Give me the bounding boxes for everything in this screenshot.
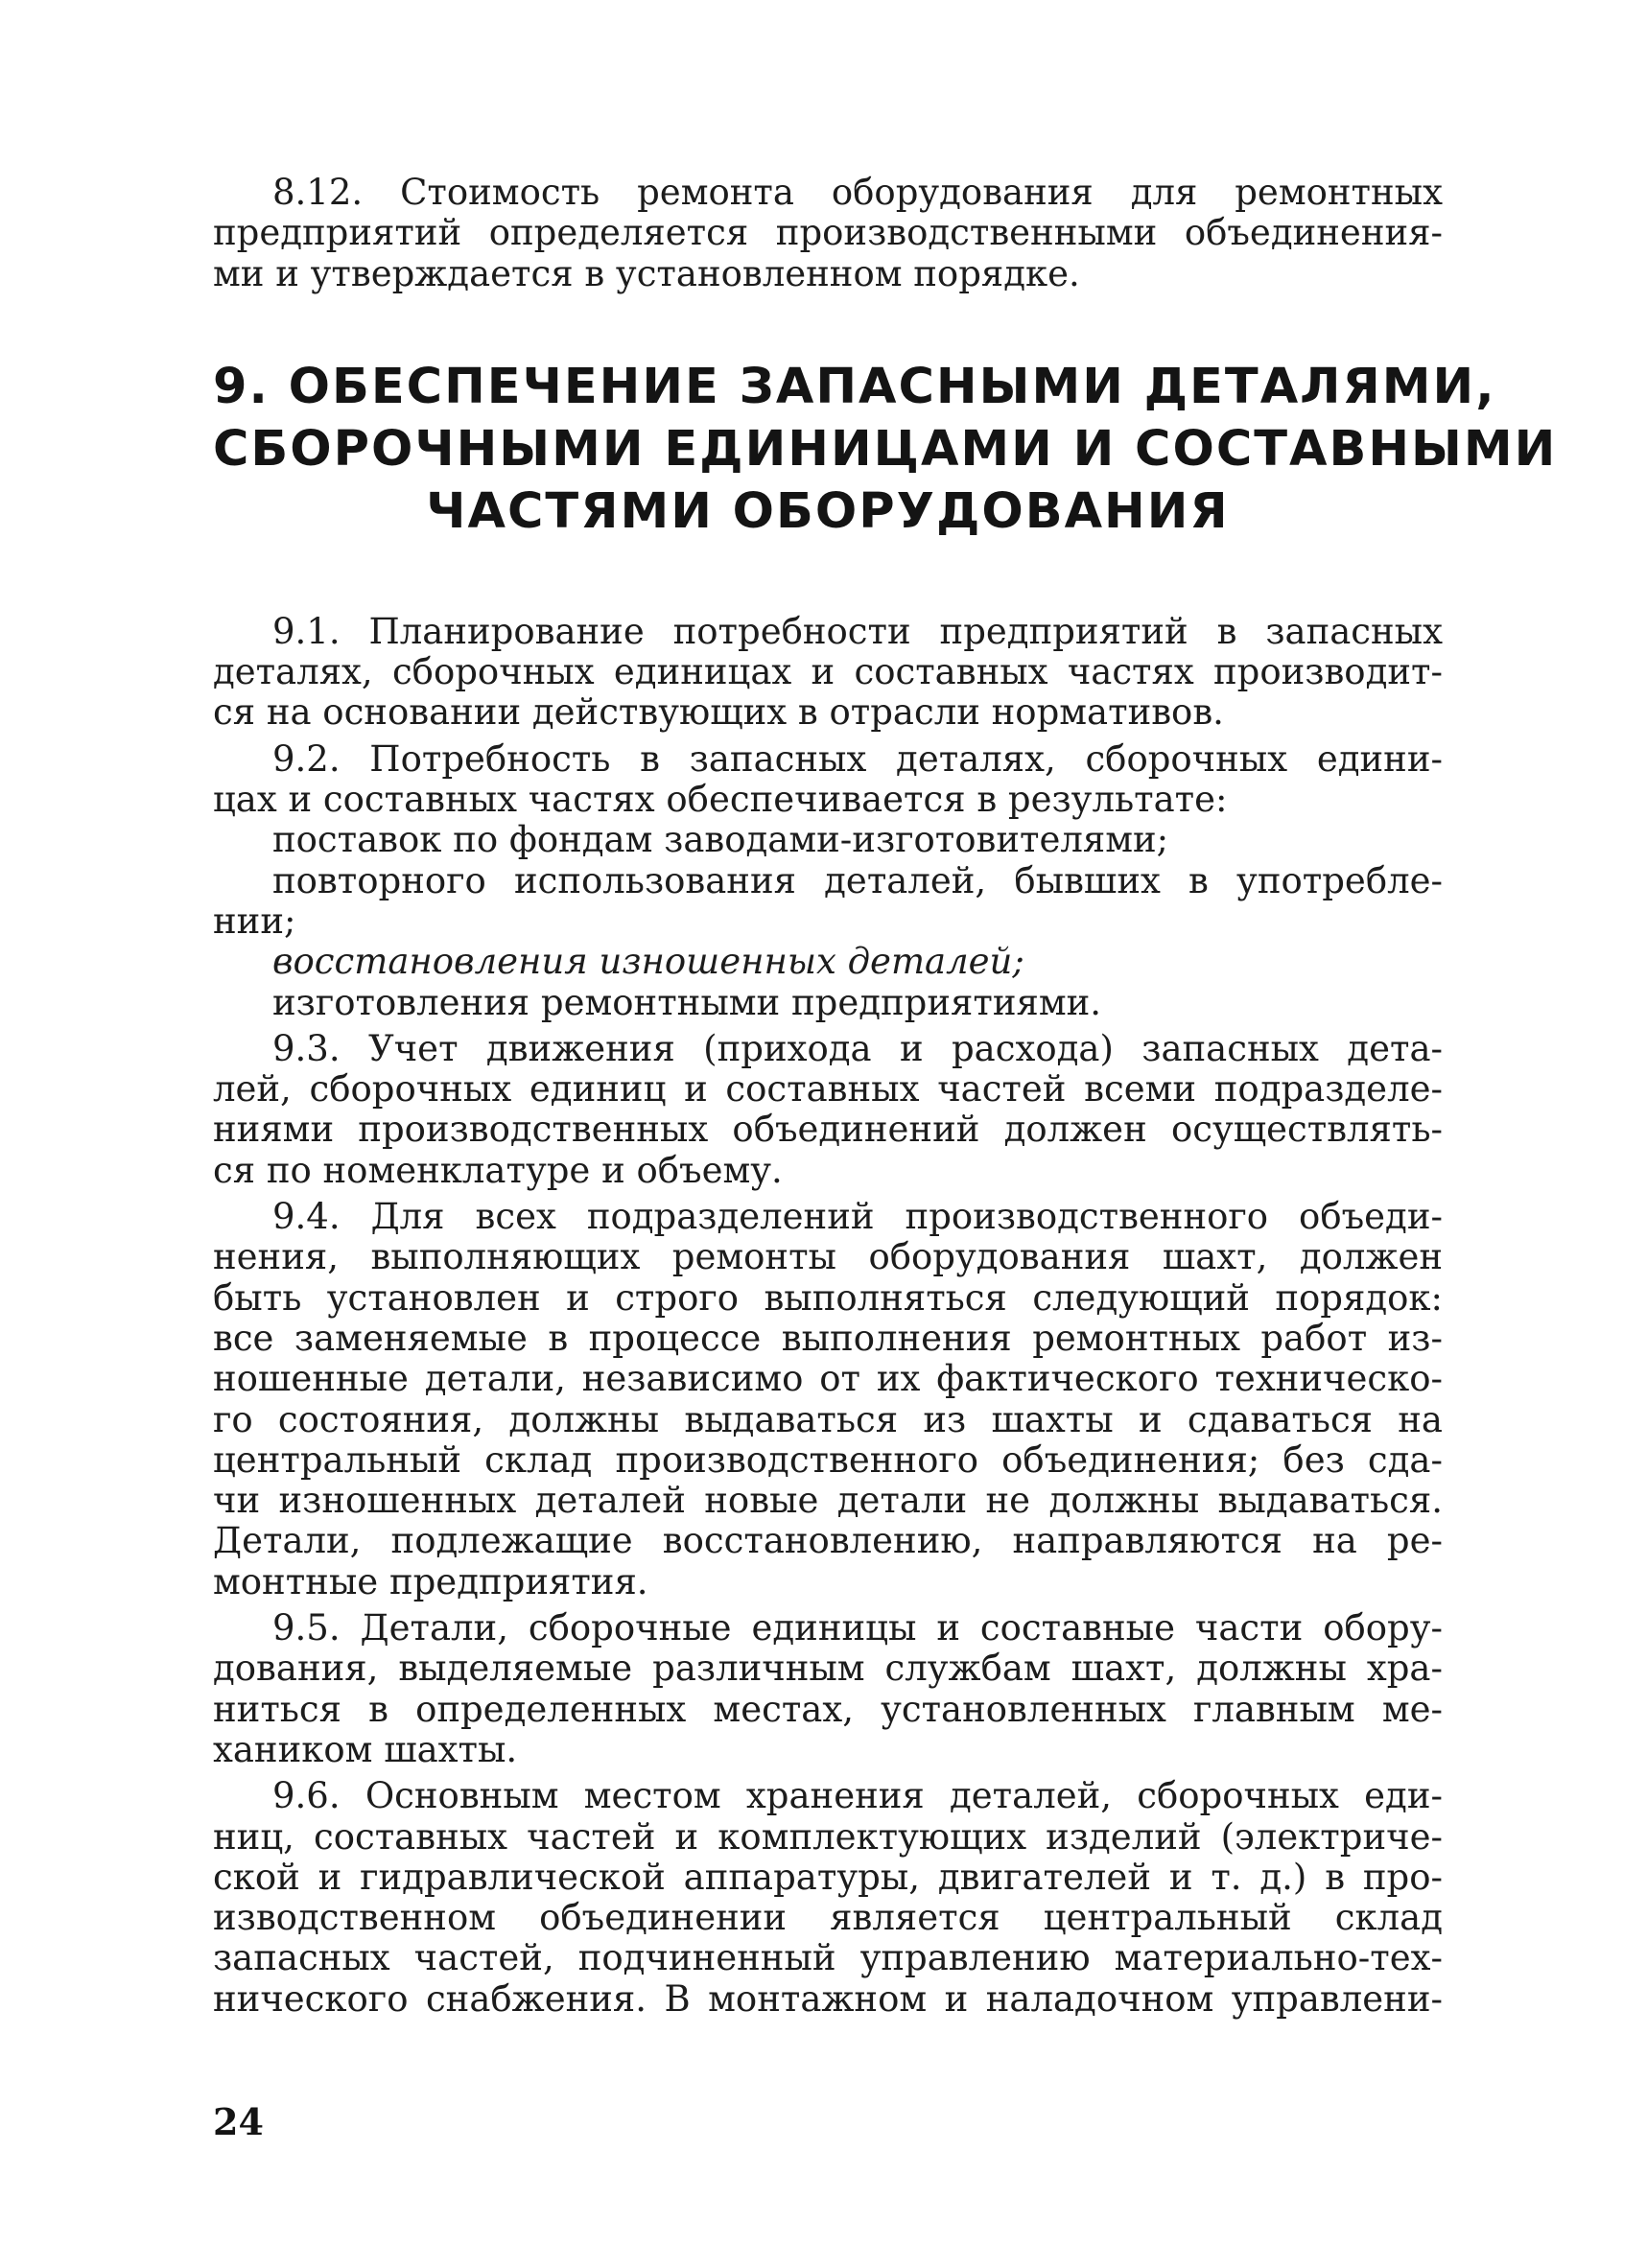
paragraph-9-2 xyxy=(213,739,1443,1023)
text-line: 9.4. Для всех подразделений производственного объеди- xyxy=(272,1196,1443,1238)
text-line: ся на основании действующих в отрасли нормативов. xyxy=(213,691,1224,734)
text-line: монтные предприятия. xyxy=(213,1560,648,1602)
heading-line: СБОРОЧНЫМИ ЕДИНИЦАМИ И СОСТАВНЫМИ xyxy=(213,420,1558,478)
text-line: цах и составных частях обеспечивается в результате: xyxy=(213,779,1228,821)
text-line: центральный склад производственного объединения; без сда- xyxy=(213,1438,1443,1481)
text-line: хаником шахты. xyxy=(213,1728,518,1770)
text-line: 9.2. Потребность в запасных деталях, сборочных едини- xyxy=(272,737,1443,780)
text-line: го состояния, должны выдаваться из шахты и сдаваться на xyxy=(213,1398,1443,1440)
text-line: ниться в определенных местах, установленных главным ме- xyxy=(213,1688,1443,1730)
list-item: восстановления изношенных деталей; xyxy=(272,941,1024,983)
text-line: 9.1. Планирование потребности предприятий в запасных xyxy=(272,610,1443,652)
text-line: нения, выполняющих ремонты оборудования шахт, должен xyxy=(213,1236,1443,1278)
text-line: предприятий определяется производственными объединения- xyxy=(213,212,1443,254)
text-line: быть установлен и строго выполняться следующий порядок: xyxy=(213,1276,1443,1319)
text-line: 9.3. Учет движения (прихода и расхода) запасных дета- xyxy=(272,1027,1443,1069)
section-heading xyxy=(213,356,1558,543)
text-line: деталях, сборочных единицах и составных частях производит- xyxy=(213,651,1443,693)
text-line: запасных частей, подчиненный управлению материально-тех- xyxy=(213,1937,1443,1979)
paragraph-9-4 xyxy=(213,1197,1443,1602)
list-item: повторного использования деталей, бывших в употребле- xyxy=(272,859,1443,901)
text-line: Детали, подлежащие восстановлению, направляются на ре- xyxy=(213,1520,1443,1562)
paragraph-9-5 xyxy=(213,1608,1443,1770)
heading-line: ЧАСТЯМИ ОБОРУДОВАНИЯ xyxy=(426,482,1230,540)
text-line: 9.6. Основным местом хранения деталей, сборочных еди- xyxy=(272,1775,1443,1817)
text-line: лей, сборочных единиц и составных частей всеми подразделе- xyxy=(213,1068,1443,1111)
text-line: ниями производственных объединений должен осуществлять- xyxy=(213,1109,1443,1151)
text-line: ми и утверждается в установленном порядке. xyxy=(213,252,1080,294)
text-line: ниц, составных частей и комплектующих изделий (электриче- xyxy=(213,1815,1443,1858)
paragraph-9-3 xyxy=(213,1029,1443,1191)
heading-line: 9. ОБЕСПЕЧЕНИЕ ЗАПАСНЫМИ ДЕТАЛЯМИ, xyxy=(213,358,1496,415)
list-item: изготовления ремонтными предприятиями. xyxy=(272,981,1102,1023)
text-line: ской и гидравлической аппаратуры, двигателей и т. д.) в про- xyxy=(213,1856,1443,1898)
text-line: изводственном объединении является центральный склад xyxy=(213,1897,1443,1939)
paragraph-8-12 xyxy=(213,173,1443,294)
text-line: все заменяемые в процессе выполнения ремонтных работ из- xyxy=(213,1317,1443,1359)
text-line: дования, выделяемые различным службам шахт, должны хра- xyxy=(213,1648,1443,1690)
document-page xyxy=(213,172,1558,2020)
text-line: 9.5. Детали, сборочные единицы и составные части обору- xyxy=(272,1607,1443,1649)
text-line: ся по номенклатуре и объему. xyxy=(213,1149,783,1191)
paragraph-9-6 xyxy=(213,1776,1443,2020)
paragraph-9-1 xyxy=(213,612,1443,734)
text-line: чи изношенных деталей новые детали не должны выдаваться. xyxy=(213,1480,1443,1522)
list-item-continuation: нии; xyxy=(213,900,296,942)
page-number: 24 xyxy=(213,2100,264,2143)
list-item: поставок по фондам заводами-изготовителями; xyxy=(272,819,1169,861)
text-line: нического снабжения. В монтажном и наладочном управлени- xyxy=(213,1977,1443,2020)
text-line: ношенные детали, независимо от их фактического техническо- xyxy=(213,1358,1443,1400)
text-line: 8.12. Стоимость ремонта оборудования для ремонтных xyxy=(272,172,1443,213)
